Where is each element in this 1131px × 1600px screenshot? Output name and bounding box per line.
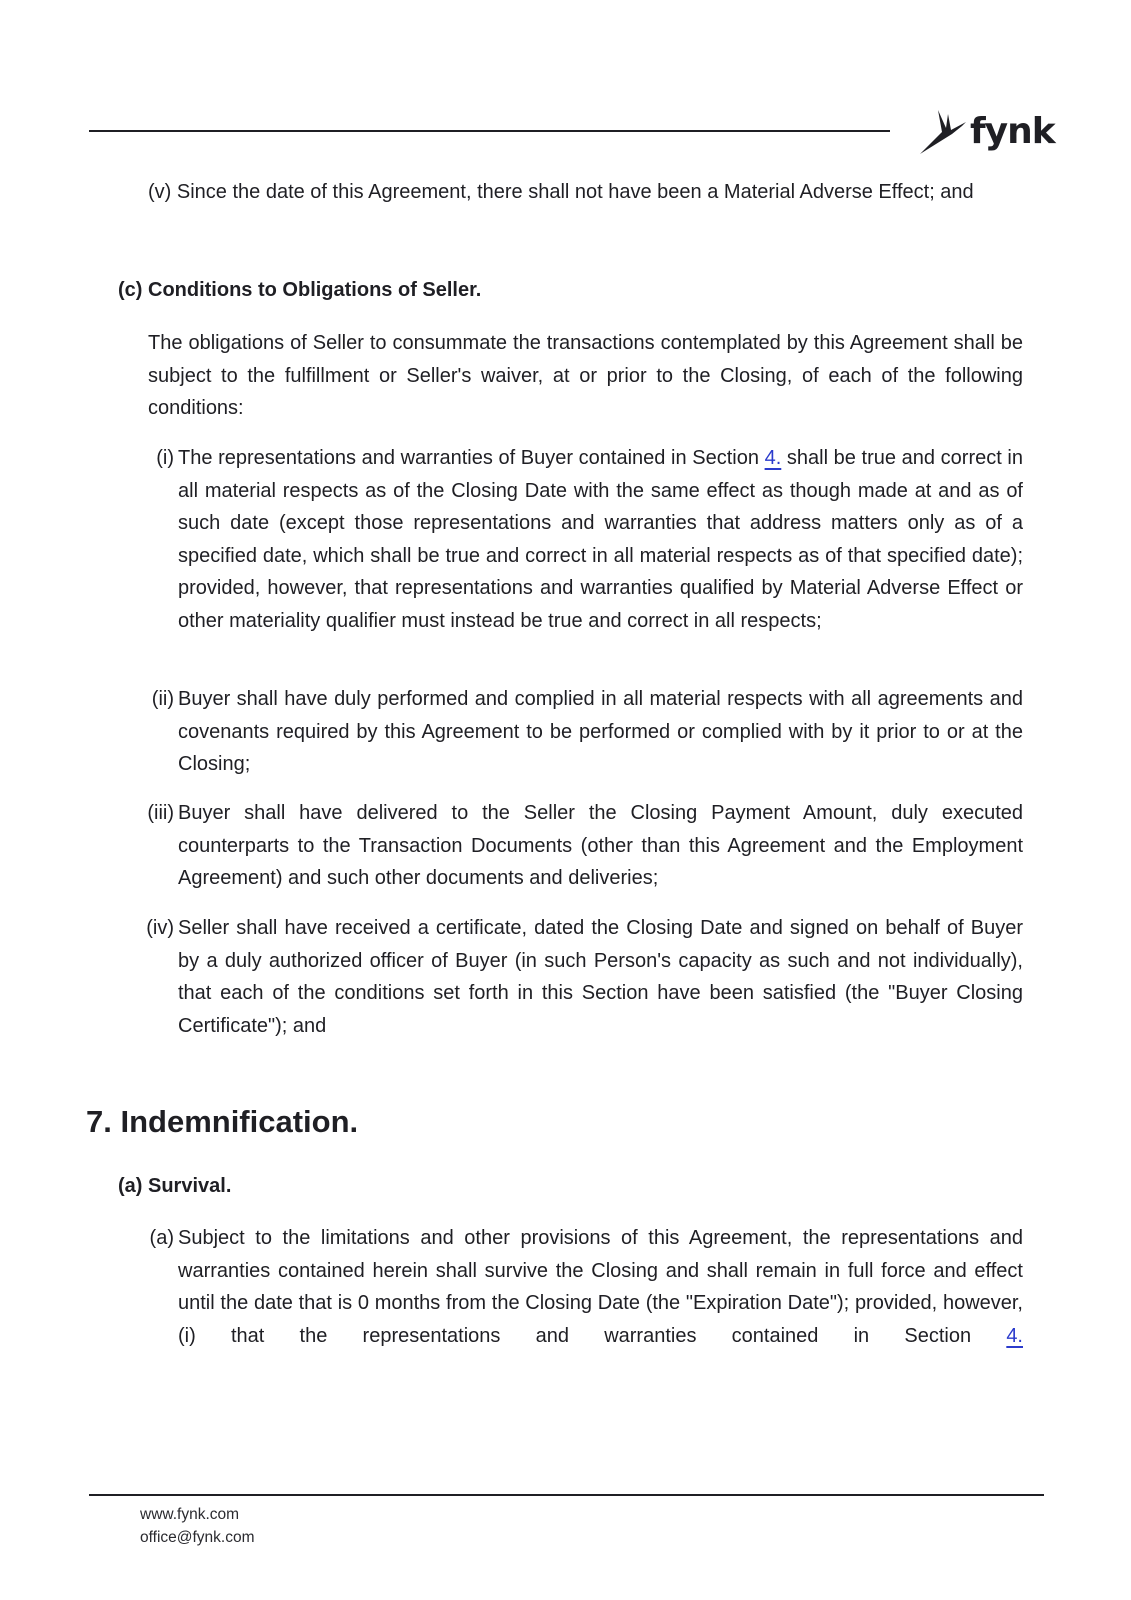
item-ii-number: (ii)	[151, 688, 174, 710]
item-iii-number: (iii)	[147, 802, 174, 824]
conditions-seller-heading: (c) Conditions to Obligations of Seller.	[118, 279, 482, 301]
bird-logo-icon	[918, 104, 968, 158]
item-a-text	[178, 1222, 1023, 1352]
item-a-text-before: Subject to the limitations and other provisions of this Agreement, the representations and warranties contained herein shall survive the Closing and shall remain in full force and effect until the date that is 0 months from the Closing Date (the "Expiration Date"); provided, however, (i) that the representations and warranties contained in Section	[178, 1227, 1023, 1347]
conditions-intro: The obligations of Seller to consummate the transactions contemplated by this Agreement shall be subject to the fulfillment or Seller's waiver, at or prior to the Closing, of each of the following conditions:	[148, 332, 1023, 419]
item-ii-text: Buyer shall have duly performed and complied in all material respects with all agreements and covenants required by this Agreement to be performed or complied with by it prior to or at the Closing;	[178, 688, 1023, 775]
logo-text: fynk	[970, 110, 1055, 152]
item-v-text: (v) Since the date of this Agreement, there shall not have been a Material Adverse Effect; and	[148, 181, 974, 203]
header-rule	[89, 130, 890, 132]
footer-email[interactable]: office@fynk.com	[140, 1529, 255, 1546]
item-i-number: (i)	[156, 447, 174, 469]
item-i-text-before: The representations and warranties of Buyer contained in Section	[178, 447, 765, 469]
item-iv-number: (iv)	[146, 917, 174, 939]
survival-heading: (a) Survival.	[118, 1175, 232, 1197]
section-7-heading: 7. Indemnification.	[86, 1104, 359, 1139]
item-i-text-after: shall be true and correct in all material respects as of the Closing Date with the same effect as though made at and as of such date (except those representations and warranties that address matters only as of a specified date, which shall be true and correct in all material respects as of that specified date); provided, however, that representations and warranties qualified by Material Adverse Effect or other materiality qualifier must instead be true and correct in all respects;	[178, 447, 1023, 632]
item-iv-text: Seller shall have received a certificate, dated the Closing Date and signed on behalf of Buyer by a duly authorized officer of Buyer (in such Person's capacity as such and not individually), that each of the conditions set forth in this Section have been satisfied (the "Buyer Closing Certificate"); and	[178, 917, 1023, 1037]
section-4-link[interactable]: 4.	[1006, 1324, 1023, 1347]
item-a-number: (a)	[149, 1227, 174, 1249]
footer-rule	[89, 1494, 1044, 1496]
item-iii-text: Buyer shall have delivered to the Seller the Closing Payment Amount, duly executed counterparts to the Transaction Documents (other than this Agreement and the Employment Agreement) and such other documents and deliveries;	[178, 802, 1023, 889]
section-4-link[interactable]: 4.	[764, 447, 782, 469]
footer-website[interactable]: www.fynk.com	[140, 1506, 240, 1523]
item-i-text	[178, 442, 1023, 637]
fynk-logo	[918, 104, 1055, 158]
